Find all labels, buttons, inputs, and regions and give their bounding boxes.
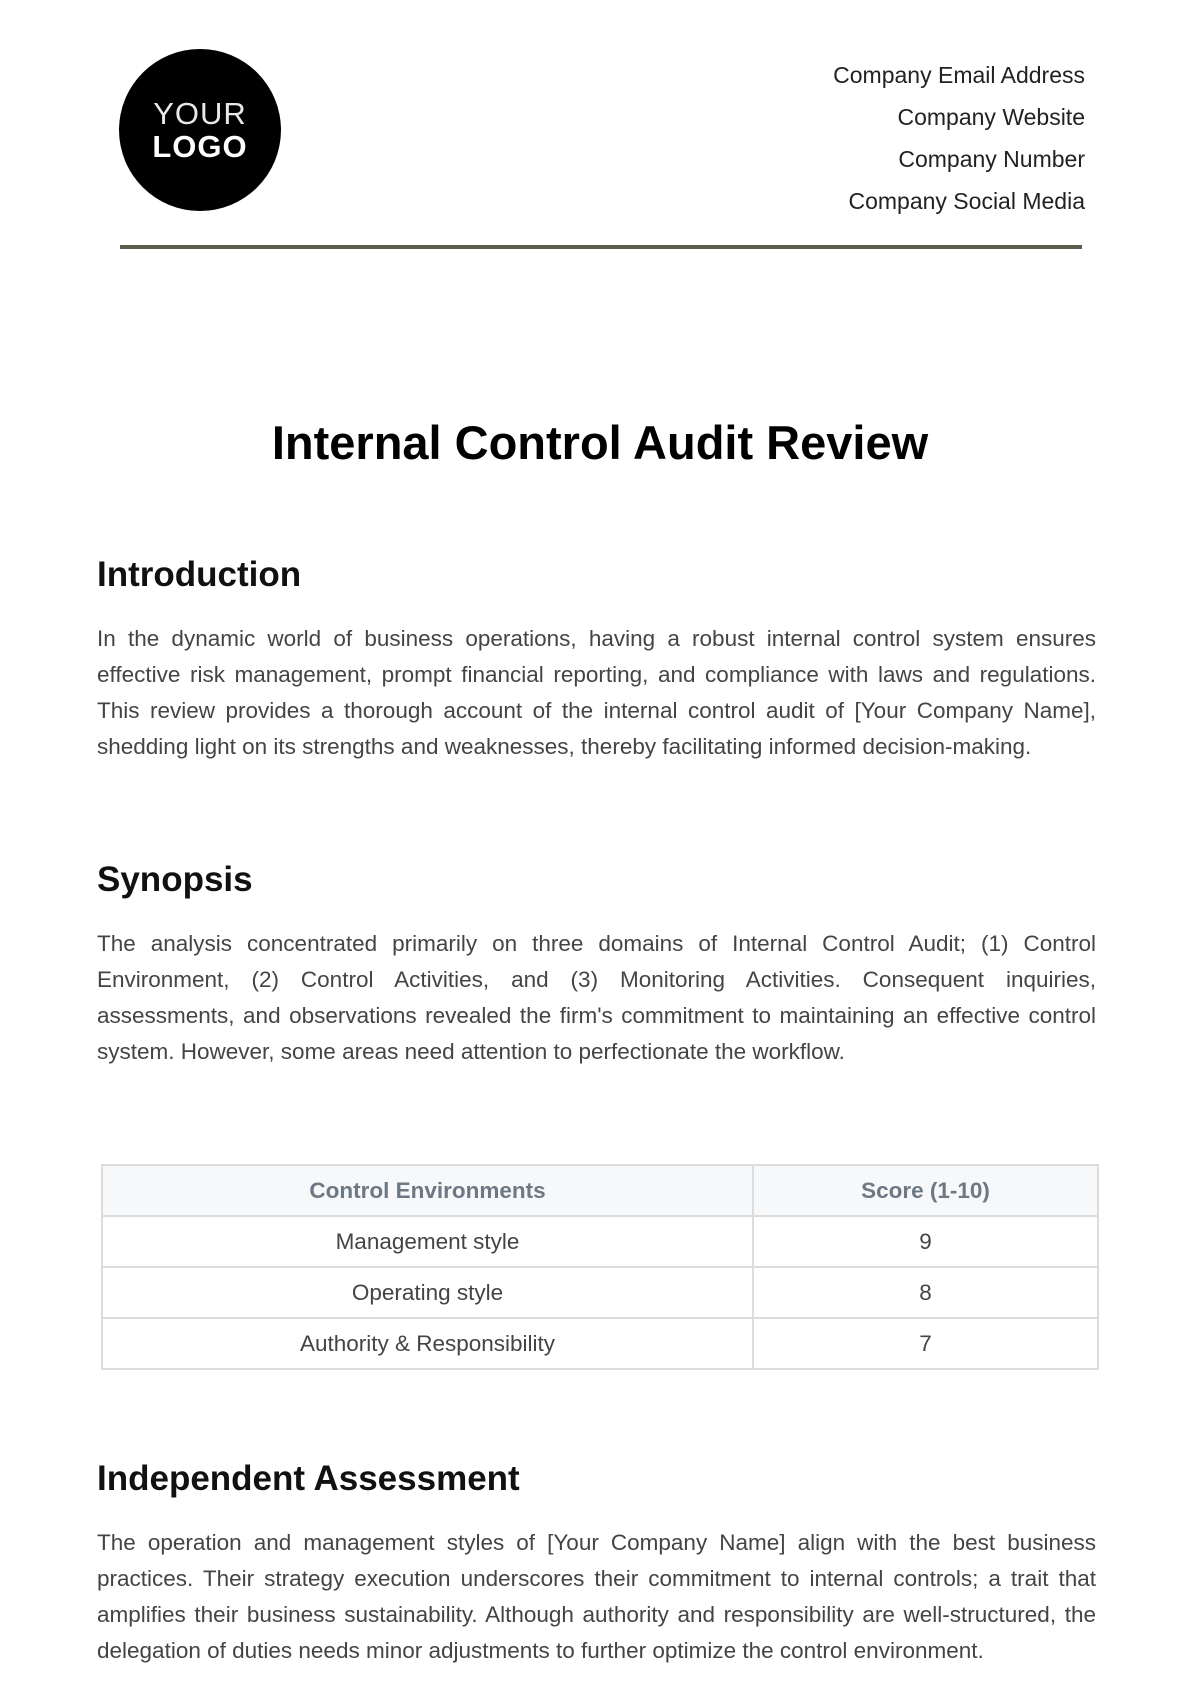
company-website: Company Website: [897, 104, 1085, 130]
table-cell-score: 8: [753, 1267, 1098, 1318]
document-title: Internal Control Audit Review: [271, 416, 929, 469]
table-cell-score: 9: [753, 1216, 1098, 1267]
table-row: [102, 1267, 1098, 1318]
company-logo: [119, 49, 281, 211]
control-environments-table: [101, 1164, 1099, 1370]
table-cell-environment: Authority & Responsibility: [102, 1318, 753, 1369]
table-row: [102, 1216, 1098, 1267]
logo-text-your: YOUR: [153, 96, 247, 131]
company-contact-block: [833, 54, 1085, 222]
table-row: [102, 1318, 1098, 1369]
table-cell-environment: Operating style: [102, 1267, 753, 1318]
section-body-introduction: In the dynamic world of business operations, having a robust internal control system ensures effective risk management, prompt financial reporting, and compliance with laws and regulations. This review provides a thorough account of the internal control audit of [Your Company Name], shedding light on its strengths and weaknesses, thereby facilitating informed decision-making.: [97, 626, 1096, 759]
logo-text-logo: LOGO: [152, 129, 248, 164]
section-body-independent-assessment: The operation and management styles of [Your Company Name] align with the best business practices. Their strategy execution underscores their commitment to internal controls; a trait that amplifies their business sustainability. Although authority and responsibility are well-structured, the delegation of duties needs minor adjustments to further optimize the control environment.: [97, 1530, 1096, 1663]
section-body-synopsis: The analysis concentrated primarily on three domains of Internal Control Audit; (1) Control Environment, (2) Control Activities, and (3) Monitoring Activities. Consequent inquiries, assessments, and observations revealed the firm's commitment to maintaining an effective control system. However, some areas need attention to perfectionate the workflow.: [97, 931, 1096, 1064]
column-header-control-environments: Control Environments: [102, 1165, 753, 1216]
company-number: Company Number: [898, 146, 1085, 172]
section-heading-synopsis: Synopsis: [97, 860, 253, 899]
table-cell-score: 7: [753, 1318, 1098, 1369]
company-email: Company Email Address: [833, 62, 1085, 88]
section-heading-independent-assessment: Independent Assessment: [97, 1459, 520, 1498]
column-header-score: Score (1-10): [753, 1165, 1098, 1216]
table-cell-environment: Management style: [102, 1216, 753, 1267]
table-header-row: [102, 1165, 1098, 1216]
section-heading-introduction: Introduction: [97, 555, 302, 594]
company-social-media: Company Social Media: [848, 188, 1085, 214]
header-divider: [120, 245, 1082, 249]
